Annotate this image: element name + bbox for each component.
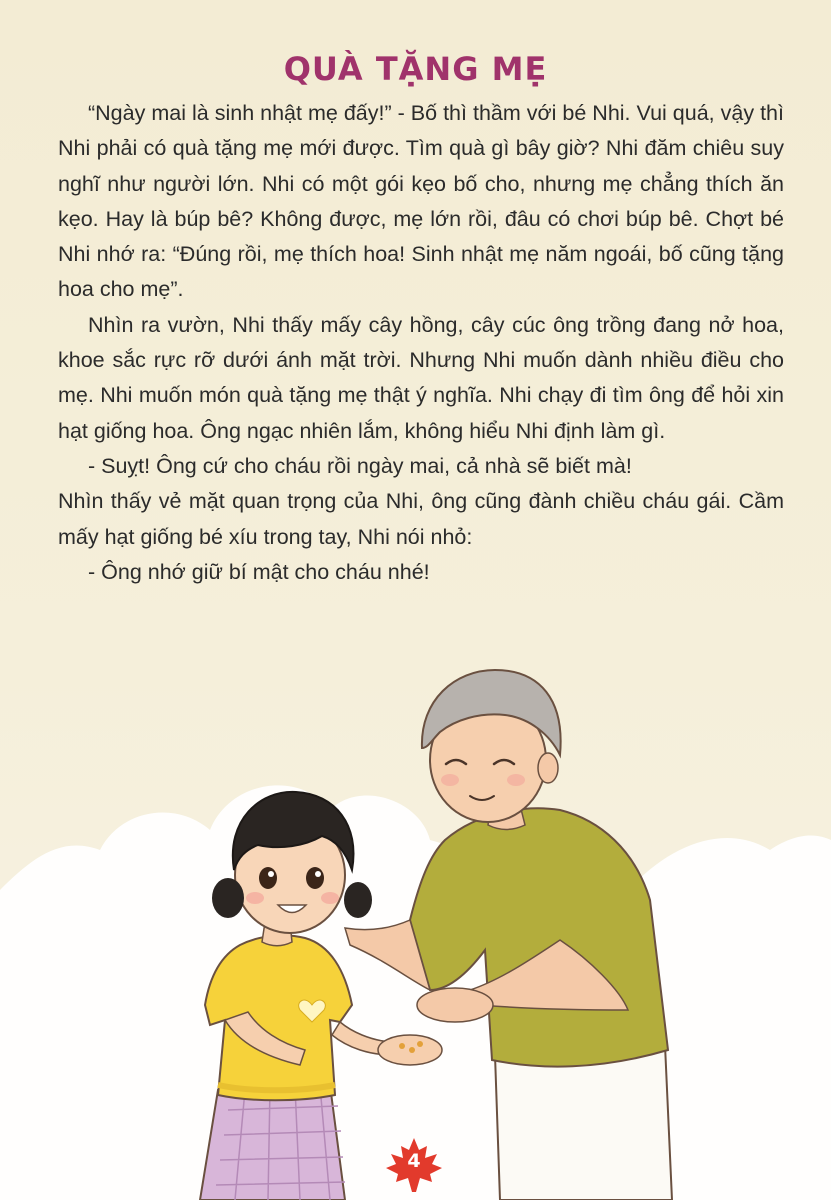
story-paragraph-2: Nhìn ra vườn, Nhi thấy mấy cây hồng, cây cúc ông trồng đang nở hoa, khoe sắc rực rỡ dưới ánh mặt trời. Nhưng Nhi muốn dành nhiều điều cho mẹ. Nhi muốn món quà tặng mẹ thật ý nghĩa. Nhi chạy đi tìm ông để hỏi xin hạt giống hoa. Ông ngạc nhiên lắm, không hiểu Nhi định làm gì. — [58, 312, 784, 443]
grandpa-pants — [495, 1045, 672, 1200]
seed — [409, 1047, 415, 1053]
girl-eye-right — [306, 867, 324, 889]
seed — [399, 1043, 405, 1049]
page-number: 4 — [407, 1150, 421, 1172]
girl-shirt — [205, 935, 352, 1100]
story-text — [58, 96, 784, 590]
story-paragraph-1: “Ngày mai là sinh nhật mẹ đấy!” - Bố thì thầm với bé Nhi. Vui quá, vậy thì Nhi phải có quà tặng mẹ mới được. Tìm quà gì bây giờ? Nhi đăm chiêu suy nghĩ như người lớn. Nhi có một gói kẹo bố cho, nhưng mẹ chẳng thích ăn kẹo. Hay là búp bê? Không được, mẹ lớn rồi, đâu có chơi búp bê. Chợt bé Nhi nhớ ra: “Đúng rồi, mẹ thích hoa! Sinh nhật mẹ năm ngoái, bố cũng tặng hoa cho mẹ”. — [58, 101, 784, 302]
girl-pigtail-right — [344, 882, 372, 918]
grandpa-hand — [417, 988, 493, 1022]
story-illustration — [0, 660, 831, 1200]
story-dialogue-2: - Ông nhớ giữ bí mật cho cháu nhé! — [88, 559, 430, 584]
page-number-badge — [382, 1136, 446, 1196]
grandpa-ear — [538, 753, 558, 783]
story-paragraph-3: Nhìn thấy vẻ mặt quan trọng của Nhi, ông cũng đành chiều cháu gái. Cầm mấy hạt giống bé xíu trong tay, Nhi nói nhỏ: — [58, 489, 784, 549]
seed — [417, 1041, 423, 1047]
girl-pigtail-left — [212, 878, 244, 918]
story-title: QUÀ TẶNG MẸ — [283, 50, 548, 88]
story-dialogue-1: - Suỵt! Ông cứ cho cháu rồi ngày mai, cả nhà sẽ biết mà! — [88, 453, 632, 478]
girl-eye-left — [259, 867, 277, 889]
